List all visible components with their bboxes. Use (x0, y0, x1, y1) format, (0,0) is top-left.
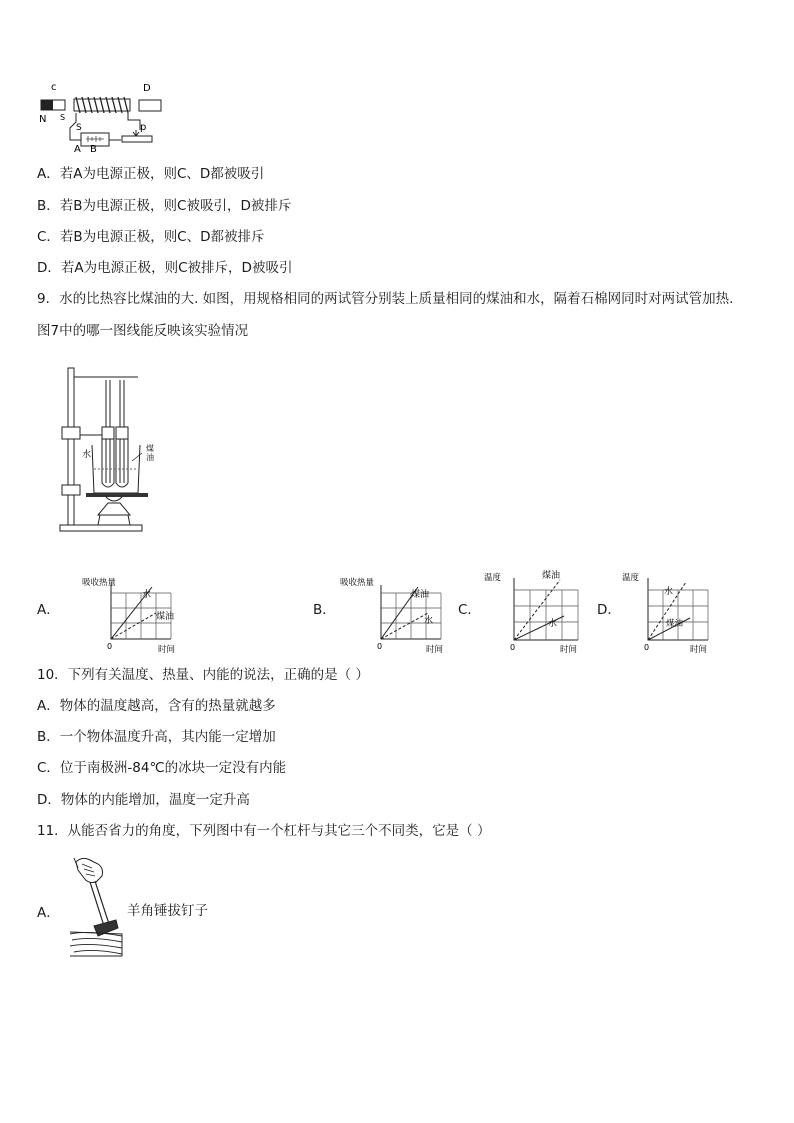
q8-option-c: C．若B为电源正极，则C、D都被排斥 (37, 229, 265, 245)
q10-option-c: C．位于南极洲-84℃的冰块一定没有内能 (37, 760, 287, 776)
graph-d-ylabel: 温度 (622, 573, 640, 583)
q9-graph-a (80, 573, 190, 655)
q11-stem: 11．从能否省力的角度，下列图中有一个杠杆与其它三个不同类，它是（ ） (37, 823, 491, 839)
label-c: c (51, 82, 57, 93)
label-kerosene: 煤油 (146, 444, 154, 462)
q9-graph-d (620, 568, 716, 656)
q9-graph-d-letter: D． (597, 602, 621, 618)
q9-graph-c-letter: C． (458, 602, 481, 618)
label-s1: S (60, 113, 66, 122)
label-b: B (90, 144, 97, 154)
label-p: p (140, 122, 147, 133)
q10-option-b: B．一个物体温度升高，其内能一定增加 (37, 729, 276, 745)
q9-graph-a-letter: A． (37, 602, 60, 618)
graph-a-origin: 0 (107, 642, 113, 651)
q10-stem: 10．下列有关温度、热量、内能的说法，正确的是（ ） (37, 667, 369, 683)
graph-a-ylabel: 吸收热量 (82, 578, 117, 588)
graph-c-lower-label: 水 (548, 619, 558, 629)
label-water: 水 (82, 450, 92, 460)
q9-graph-b (338, 573, 450, 655)
graph-c-xlabel: 时间 (560, 645, 578, 655)
label-a: A (74, 144, 81, 154)
q11-option-a-caption: 羊角锤拔钉子 (127, 903, 208, 919)
graph-d-origin: 0 (644, 643, 650, 652)
graph-b-xlabel: 时间 (426, 645, 444, 655)
graph-d-xlabel: 时间 (690, 645, 708, 655)
label-s2: S (76, 123, 82, 133)
graph-b-lower-label: 水 (424, 616, 434, 626)
electromagnet-figure (36, 80, 176, 154)
q8-option-b: B．若B为电源正极，则C被吸引，D被排斥 (37, 198, 292, 214)
q11-option-a-letter: A． (37, 905, 60, 921)
q10-option-a: A．物体的温度越高，含有的热量就越多 (37, 698, 276, 714)
q9-graph-c (482, 568, 586, 656)
heating-apparatus-figure (58, 365, 170, 537)
q8-option-a: A．若A为电源正极，则C、D都被吸引 (37, 166, 265, 182)
graph-a-xlabel: 时间 (158, 645, 176, 655)
q9-graph-b-letter: B． (313, 602, 336, 618)
graph-d-upper-label: 水 (664, 587, 674, 597)
graph-d-lower-label: 煤油 (666, 619, 684, 629)
q10-option-d: D．物体的内能增加，温度一定升高 (37, 792, 250, 808)
graph-a-lower-label: 煤油 (156, 612, 175, 622)
label-d: D (143, 83, 151, 94)
graph-c-upper-label: 煤油 (542, 571, 561, 581)
graph-b-ylabel: 吸收热量 (340, 578, 375, 588)
label-n: N (39, 114, 47, 125)
q9-stem-line2: 图7中的哪一图线能反映该实验情况 (37, 323, 249, 339)
graph-c-ylabel: 温度 (484, 573, 502, 583)
q8-option-d: D．若A为电源正极，则C被排斥，D被吸引 (37, 260, 293, 276)
graph-a-upper-label: 水 (142, 590, 152, 600)
graph-b-upper-label: 煤油 (411, 590, 430, 600)
claw-hammer-figure (68, 854, 124, 958)
q9-stem-line1: 9．水的比热容比煤油的大. 如图，用规格相同的两试管分别装上质量相同的煤油和水，隔着石棉网同时对两试管加热. (37, 291, 734, 307)
graph-c-origin: 0 (510, 643, 516, 652)
graph-b-origin: 0 (377, 642, 383, 651)
